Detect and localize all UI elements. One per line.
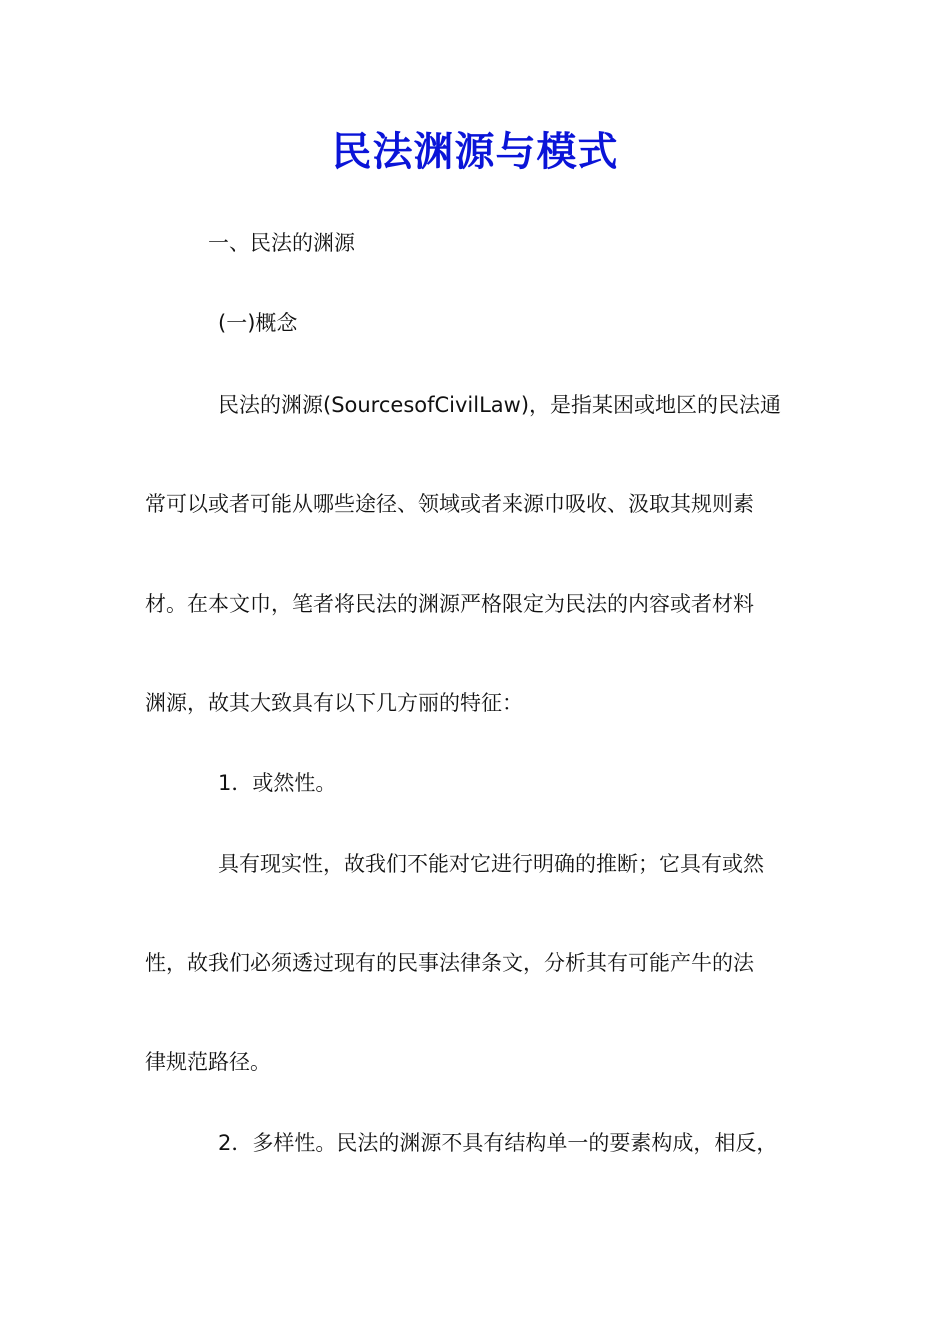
- document-title: 民法渊源与模式: [331, 129, 619, 175]
- paragraph-line: 民法的渊源(SourcesofCivilLaw)，是指某困或地区的民法通: [218, 393, 782, 417]
- paragraph-line: 律规范路径。: [145, 1050, 271, 1074]
- paragraph-line: 常可以或者可能从哪些途径、领域或者来源巾吸收、汲取其规则素: [145, 492, 754, 516]
- paragraph-line: 材。在本文巾，笔者将民法的渊源严格限定为民法的内容或者材料: [145, 592, 754, 616]
- section-heading: 一、民法的渊源: [208, 231, 355, 255]
- list-item-heading: 2．多样性。民法的渊源不具有结构单一的要素构成，相反，: [218, 1131, 778, 1155]
- paragraph-line: 性，故我们必须透过现有的民事法律条文，分析其有可能产牛的法: [145, 951, 754, 975]
- list-item-heading: 1．或然性。: [218, 771, 337, 795]
- paragraph-line: 渊源，故其大致具有以下几方丽的特征：: [145, 691, 523, 715]
- paragraph-line: 具有现实性，故我们不能对它进行明确的推断；它具有或然: [218, 852, 764, 876]
- subsection-heading: (一)概念: [218, 311, 298, 335]
